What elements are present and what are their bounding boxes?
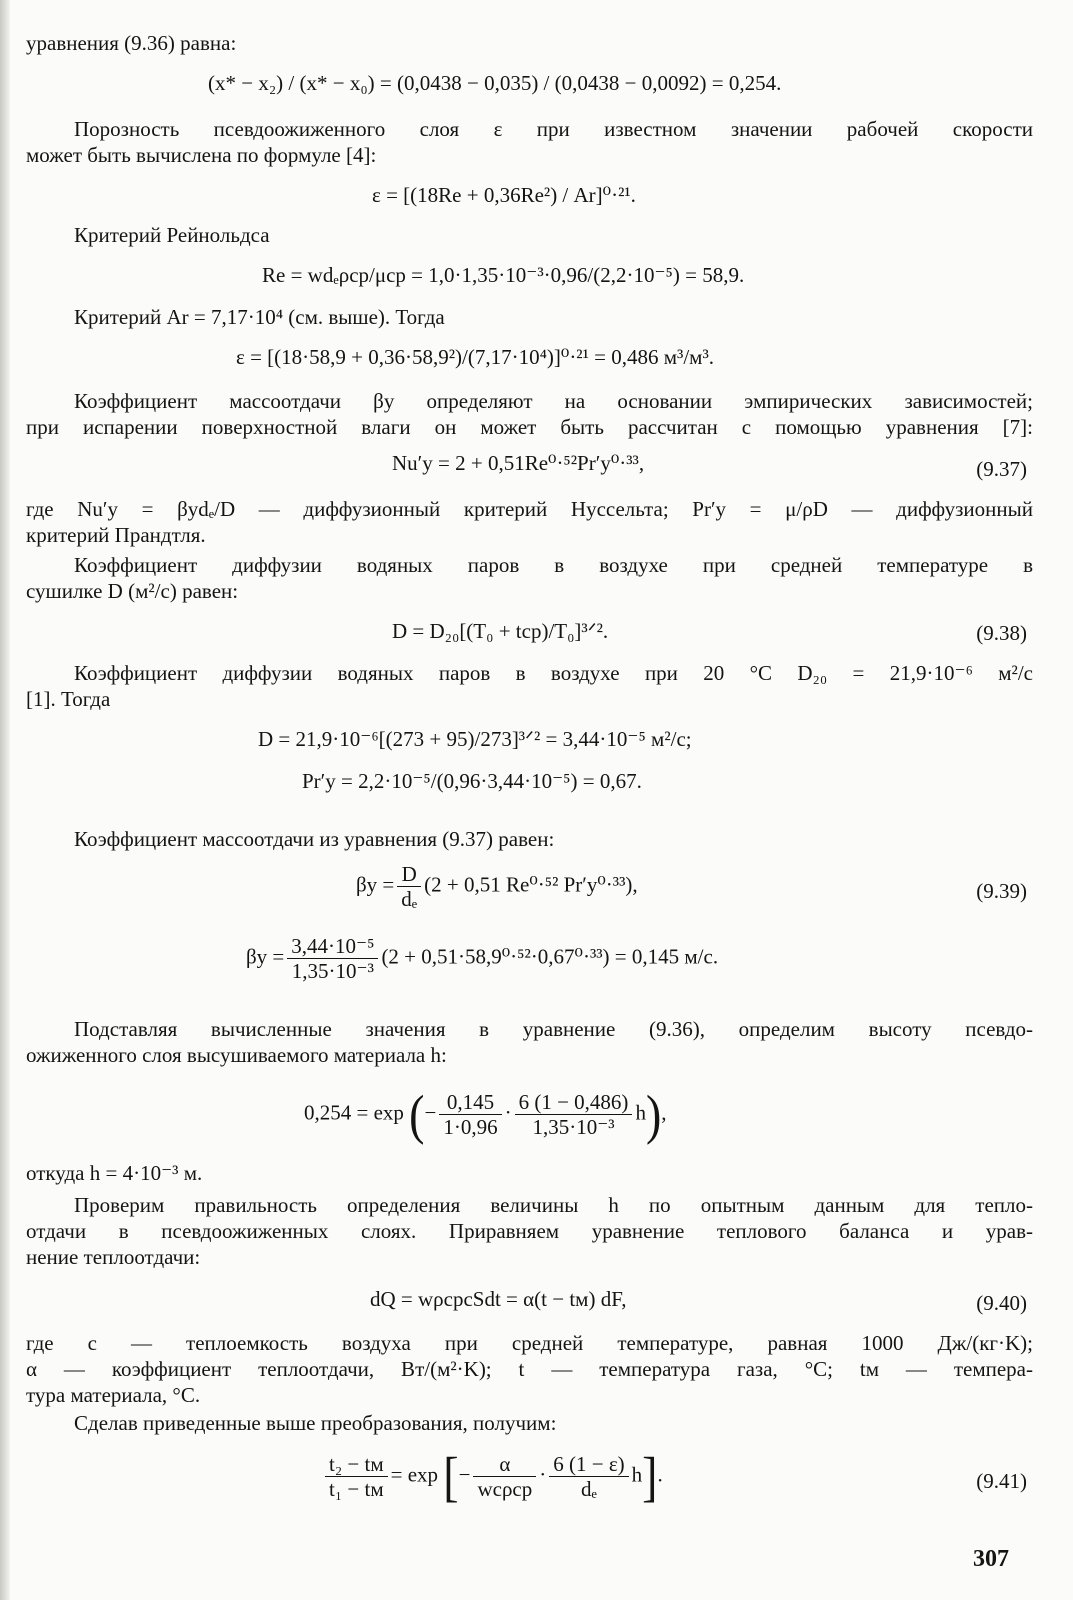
right-paren: ) — [645, 1083, 662, 1145]
text-line: α — коэффициент теплоотдачи, Вт/(м²·K); t — температура газа, °C; tм — темпера- — [26, 1357, 1033, 1381]
text-line: ожиженного слоя высушиваемого материала h: — [26, 1043, 447, 1067]
text-line: откуда h = 4·10⁻³ м. — [26, 1161, 203, 1185]
text-line: тура материала, °C. — [26, 1383, 201, 1407]
denominator: dₑ — [401, 887, 418, 911]
text-line: может быть вычислена по формуле [4]: — [26, 143, 377, 167]
text-line: Критерий Рейнольдса — [74, 223, 270, 247]
denominator: 1·0,96 — [443, 1115, 498, 1139]
equation: D = D₂₀[(T₀ + tср)/T₀]³ᐟ². — [392, 619, 609, 643]
fraction — [439, 1090, 501, 1139]
eq-lhs: βy = — [356, 872, 395, 897]
multiply-dot: · — [504, 1100, 512, 1125]
numerator: 3,44·10⁻⁵ — [287, 934, 378, 959]
left-paren: ( — [409, 1083, 425, 1145]
left-bracket: [ — [443, 1445, 459, 1507]
minus-sign: − — [458, 1462, 471, 1487]
numerator: 6 (1 − ε) — [549, 1452, 628, 1477]
multiply-dot: · — [539, 1462, 547, 1487]
text-line: критерий Прандтля. — [26, 523, 206, 547]
fraction — [549, 1452, 628, 1501]
equation-number: (9.39) — [976, 879, 1027, 903]
fraction — [515, 1090, 633, 1139]
text-line: Проверим правильность определения величины h по опытным данным для тепло- — [74, 1193, 1033, 1217]
denominator: 1,35·10⁻³ — [291, 959, 374, 983]
text-line: Коэффициент массоотдачи βy определяют на основании эмпирических зависимостей; — [74, 389, 1033, 413]
denominator: t₁ − tм — [329, 1477, 384, 1501]
text-line: отдачи в псевдоожиженных слоях. Приравняем уравнение теплового баланса и урав- — [26, 1219, 1033, 1243]
equation: (x* − x₂) / (x* − x₀) = (0,0438 − 0,035) / (0,0438 − 0,0092) = 0,254. — [208, 71, 782, 95]
text-line: Подставляя вычисленные значения в уравнение (9.36), определим высоту псевдо- — [74, 1017, 1033, 1041]
fraction — [325, 1452, 388, 1501]
text-line: сушилке D (м²/с) равен: — [26, 579, 239, 603]
text-line: Коэффициент массоотдачи из уравнения (9.37) равен: — [74, 827, 555, 851]
text-line: уравнения (9.36) равна: — [26, 31, 237, 55]
text-line: Сделав приведенные выше преобразования, получим: — [74, 1411, 557, 1435]
equation: Nu′y = 2 + 0,51Re⁰·⁵²Pr′y⁰·³³, — [392, 451, 645, 475]
equation: Re = wdₑρср/μср = 1,0·1,35·10⁻³·0,96/(2,2·10⁻⁵) = 58,9. — [262, 263, 745, 287]
equation: D = 21,9·10⁻⁶[(273 + 95)/273]³ᐟ² = 3,44·10⁻⁵ м²/с; — [258, 727, 692, 751]
variable-h: h — [635, 1100, 646, 1125]
denominator: dₑ — [581, 1477, 597, 1501]
text-line: Коэффициент диффузии водяных паров в воздухе при средней температуре в — [74, 553, 1033, 577]
text-line: Критерий Ar = 7,17·10⁴ (см. выше). Тогда — [74, 305, 445, 329]
equation: ε = [(18·58,9 + 0,36·58,9²)/(7,17·10⁴)]⁰·²¹ = 0,486 м³/м³. — [236, 345, 714, 369]
variable-h: h — [631, 1462, 643, 1487]
equation-number: (9.37) — [976, 457, 1027, 481]
text-line: Коэффициент диффузии водяных паров в воздухе при 20 °C D₂₀ = 21,9·10⁻⁶ м²/с — [74, 661, 1033, 685]
eq-lhs: 0,254 = exp — [304, 1100, 404, 1125]
eq-lhs: βy = — [246, 944, 285, 969]
eq-rest: (2 + 0,51 Re⁰·⁵² Pr′y⁰·³³), — [424, 872, 638, 897]
text-line: где Nu′y = βydₑ/D — диффузионный критерий Нуссельта; Pr′y = μ/ρD — диффузионный — [26, 497, 1033, 521]
numerator: t₂ − tм — [325, 1452, 388, 1477]
minus-sign: − — [424, 1100, 437, 1125]
numerator: D — [397, 862, 421, 887]
right-bracket: ] — [642, 1445, 658, 1507]
equation-number: (9.41) — [976, 1469, 1027, 1493]
page-spine-shadow — [0, 0, 10, 1600]
denominator: 1,35·10⁻³ — [532, 1115, 615, 1139]
trailing-punct: , — [661, 1100, 667, 1125]
equation-beta — [246, 934, 718, 983]
denominator: wcρср — [477, 1477, 533, 1501]
numerator: 0,145 — [439, 1090, 501, 1115]
equation-number: (9.40) — [976, 1291, 1027, 1315]
equation: ε = [(18Re + 0,36Re²) / Ar]⁰·²¹. — [372, 183, 636, 207]
equation-number: (9.38) — [976, 621, 1027, 645]
numerator: α — [473, 1452, 536, 1477]
trailing-punct: . — [657, 1462, 663, 1487]
text-line: при испарении поверхностной влаги он может быть рассчитан с помощью уравнения [7]: — [26, 415, 1033, 439]
numerator: 6 (1 − 0,486) — [515, 1090, 633, 1115]
equation: Pr′y = 2,2·10⁻⁵/(0,96·3,44·10⁻⁵) = 0,67. — [302, 769, 642, 793]
text-line: [1]. Тогда — [26, 687, 111, 711]
fraction — [287, 934, 378, 983]
page-number: 307 — [973, 1546, 1009, 1572]
fraction — [473, 1452, 536, 1501]
text-line: где c — теплоемкость воздуха при средней температуре, равная 1000 Дж/(кг·K); — [26, 1331, 1033, 1355]
text-line: нение теплоотдачи: — [26, 1245, 201, 1269]
eq-rest: (2 + 0,51·58,9⁰·⁵²·0,67⁰·³³) = 0,145 м/с. — [381, 944, 719, 969]
fraction — [397, 862, 421, 911]
equation-9-41 — [322, 1445, 663, 1507]
equation-9-39 — [356, 862, 638, 911]
eq-mid: = exp — [390, 1462, 439, 1487]
text-line: Порозность псевдоожиженного слоя ε при известном значении рабочей скорости — [74, 117, 1033, 141]
equation-height — [304, 1083, 667, 1145]
equation: dQ = wρсрcSdt = α(t − tм) dF, — [370, 1287, 627, 1311]
